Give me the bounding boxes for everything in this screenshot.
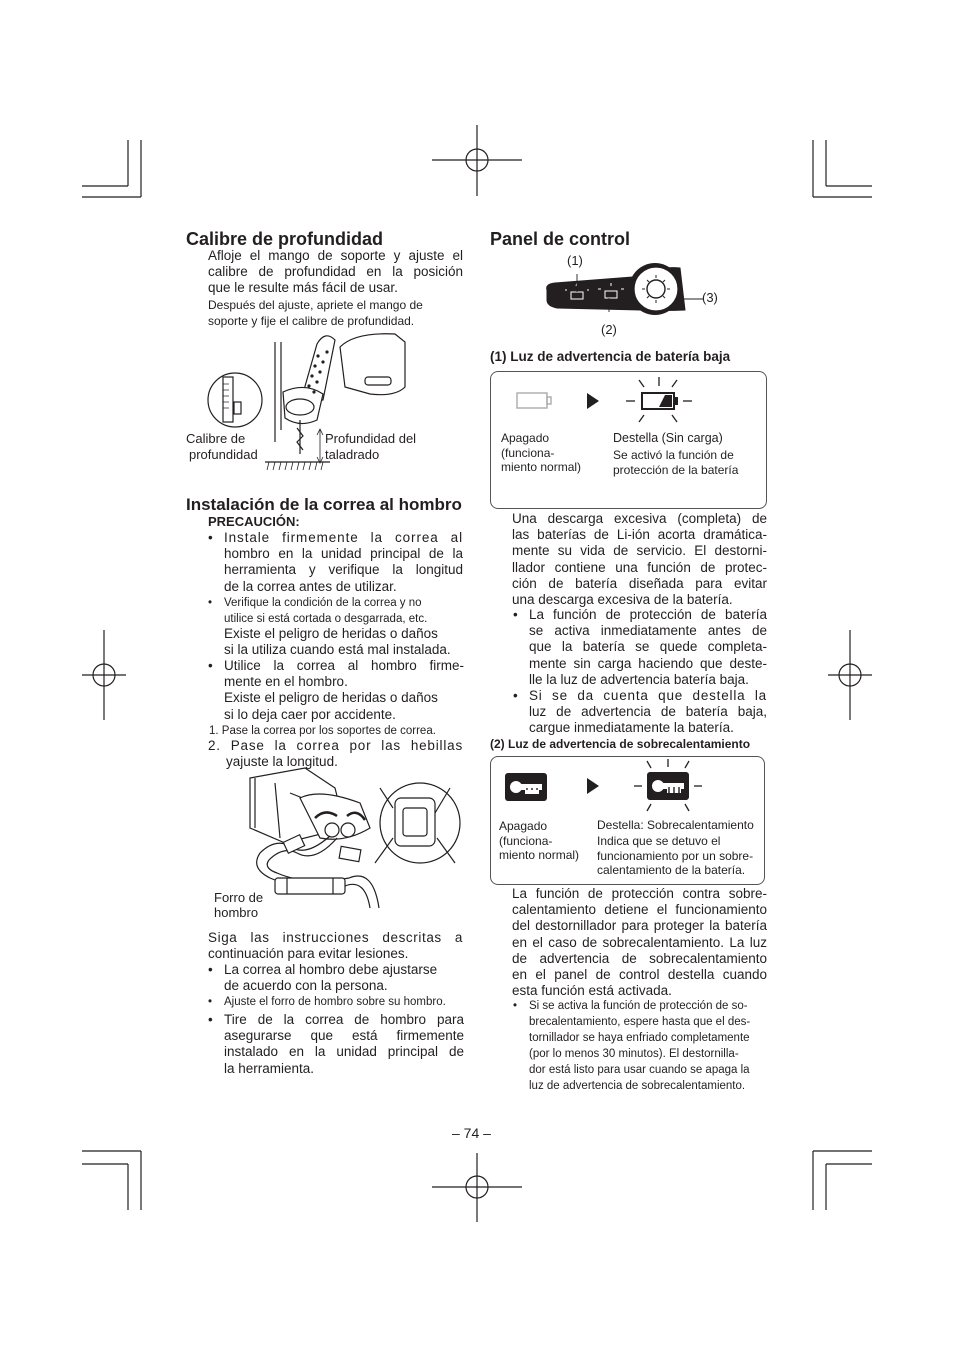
battery-flashing-icon	[625, 375, 695, 425]
battery-off-icon	[515, 390, 555, 412]
overheat-flash-title: Destella: Sobrecalentamiento	[597, 818, 754, 832]
subheading-overheat: (2) Luz de advertencia de sobrecalentamiento	[490, 737, 751, 751]
callout-1: (1)	[567, 253, 583, 268]
subheading-low-battery: (1) Luz de advertencia de batería baja	[490, 349, 731, 364]
overheat-para: La función de protección contra sobre- calentamiento detiene el funcionamiento del destornillador para proteger la batería en el caso de sobrecalentamiento. La luz de advertencia de sobrecalentamiento en el panel de control destella cuando esta función está activada.	[512, 886, 767, 999]
strap-bullet1: • Instale firmemente la correa al hombro en la unidad principal de la herramienta y verifique la longitud de la correa antes de utilizar.	[208, 530, 463, 594]
heading-depth-gauge: Calibre de profundidad	[186, 229, 384, 249]
heading-control-panel: Panel de control	[490, 229, 631, 249]
strap-bullet6: • Tire de la correa de hombro para asegurarse que está firmemente instalado en la unidad principal de la herramienta.	[208, 1012, 464, 1076]
strap-bullet4: • La correa al hombro debe ajustarse de acuerdo con la persona.	[208, 962, 438, 994]
battery-para: Una descarga excesiva (completa) de las baterías de Li-ión acorta dramática- mente su vida de servicio. El destorni- llador contiene una función de protec- ción de batería diseñada para evitar una descarga excesiva de la batería.	[512, 511, 767, 608]
strap-follow-text: Siga las instrucciones descritas a continuación para evitar lesiones.	[208, 930, 463, 962]
overheat-flash-desc: Indica que se detuvo el funcionamiento por un sobre- calentamiento de la batería.	[597, 834, 754, 877]
depth-gauge-para2: Después del ajuste, apriete el mango de soporte y fije el calibre de profundidad.	[208, 298, 423, 328]
control-panel-illustration	[545, 266, 725, 326]
strap-step1: 1. Pase la correa por los soportes de correa.	[209, 725, 436, 737]
battery-off-text: Apagado (funciona- miento normal)	[501, 431, 582, 474]
strap-step2: 2. Pase la correa por las hebillas yajuste la longitud.	[208, 738, 463, 770]
battery-flash-title: Destella (Sin carga)	[613, 431, 723, 445]
strap-bullet2: Existe el peligro de heridas o daños si la utiliza cuando está mal instalada.	[224, 626, 451, 658]
label-shoulder-pad: Forro de hombro	[214, 890, 264, 920]
overheat-off-icon	[504, 772, 548, 802]
page-number: – 74 –	[452, 1125, 491, 1141]
battery-flash-desc: Se activó la función de protección de la batería	[613, 448, 739, 477]
label-drilling-depth: Profundidad del taladrado	[325, 431, 417, 462]
strap-bullet5-small: • Ajuste el forro de hombro sobre su hombro.	[208, 996, 446, 1008]
caution-title: PRECAUCIÓN:	[208, 514, 300, 529]
battery-bullet2: • Si se da cuenta que destella la luz de advertencia de batería baja, cargue inmediatamente la batería.	[513, 688, 767, 736]
strap-bullet2-small: • Verifique la condición de la correa y no utilice si está cortada o desgarrada, etc.	[208, 597, 428, 625]
overheat-bullet-small: • Si se activa la función de protección de so- brecalentamiento, espere hasta que el des- tornillador se haya enfriado completamente (por lo menos 30 minutos). El destornilla- dor está listo para usar cuando se apaga la luz de advertencia de sobrecalentamiento.	[513, 1000, 751, 1092]
heading-shoulder-strap: Instalación de la correa al hombro	[186, 495, 462, 514]
arrow-right-icon-2	[586, 777, 600, 795]
callout-2: (2)	[601, 322, 617, 337]
depth-gauge-para1: Afloje el mango de soporte y ajuste el calibre de profundidad en la posición que le resulte más fácil de usar.	[208, 248, 463, 296]
callout-3: (3)	[702, 290, 718, 305]
shoulder-strap-illustration	[245, 768, 465, 918]
arrow-right-icon	[586, 392, 600, 410]
strap-bullet3: • Utilice la correa al hombro firme- mente en el hombro. Existe el peligro de heridas o daños si lo deja caer por accidente.	[208, 658, 464, 722]
label-depth-gauge: Calibre de profundidad	[186, 431, 258, 462]
battery-bullet1: • La función de protección de batería se activa inmediatamente antes de que la batería se quede completa- mente sin carga haciendo que deste- lle la luz de advertencia batería baja.	[513, 607, 767, 687]
overheat-flashing-icon	[633, 758, 703, 814]
overheat-off-text: Apagado (funciona- miento normal)	[499, 819, 580, 862]
